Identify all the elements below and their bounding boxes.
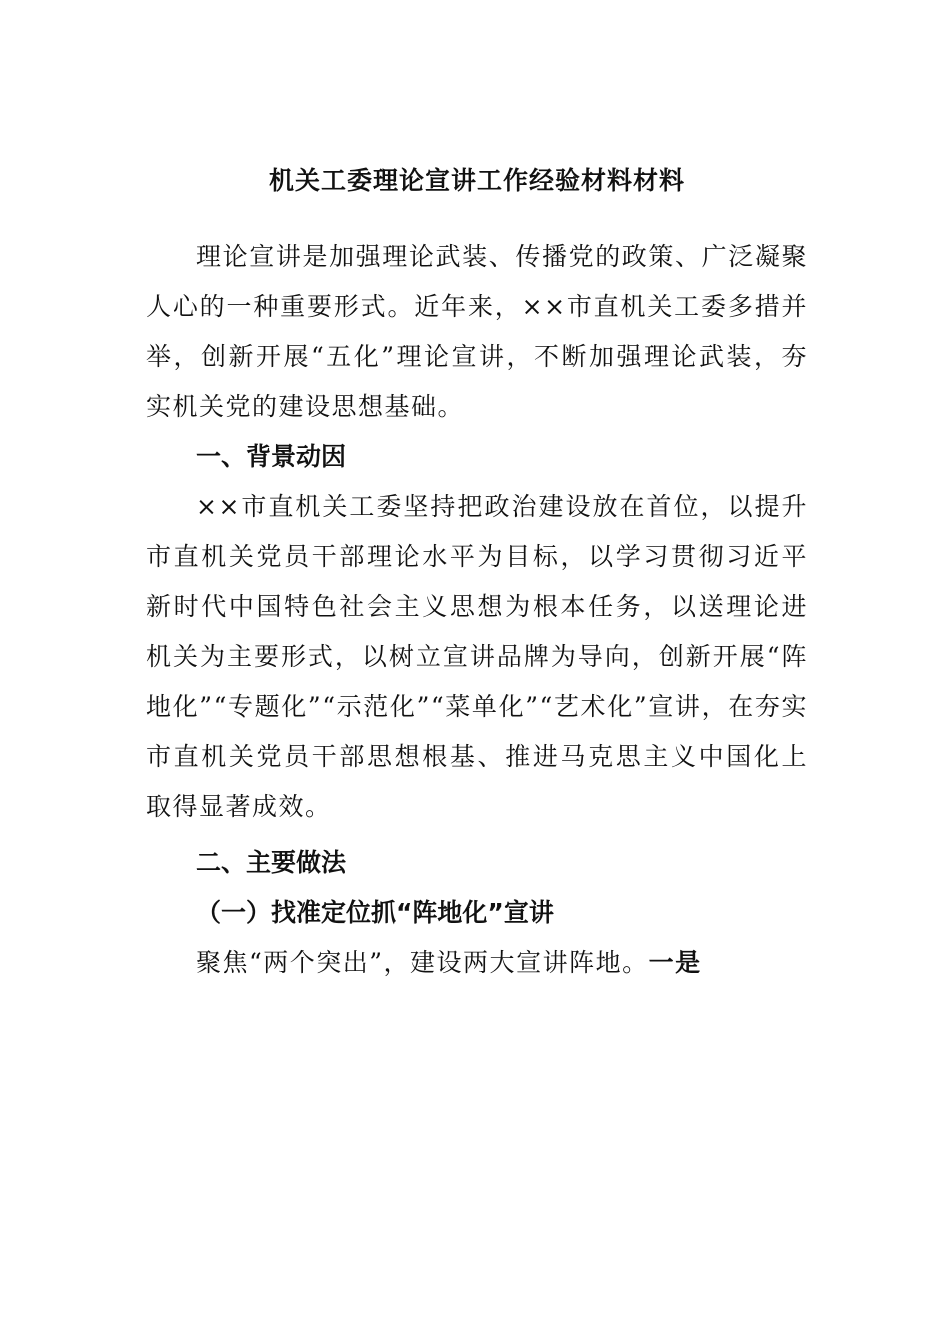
- section-heading-methods: 二、主要做法: [196, 848, 347, 877]
- document-title: 机关工委理论宣讲工作经验材料材料: [268, 166, 685, 195]
- intro-paragraph: 理论宣讲是加强理论武装、传播党的政策、广泛凝聚人心的一种重要形式。近年来，××市直机关工委多措并举，创新开展“五化”理论宣讲，不断加强理论武装，夯实机关党的建设思想基础。: [146, 242, 808, 421]
- positioning-paragraph-text: 聚焦“两个突出”，建设两大宣讲阵地。: [196, 948, 649, 977]
- section-heading-background: 一、背景动因: [196, 442, 347, 471]
- positioning-paragraph: [146, 938, 808, 988]
- subsection-heading-positioning: （一）找准定位抓“阵地化”宣讲: [196, 898, 554, 927]
- background-paragraph: ××市直机关工委坚持把政治建设放在首位，以提升市直机关党员干部理论水平为目标，以学习贯彻习近平新时代中国特色社会主义思想为根本任务，以送理论进机关为主要形式，以树立宣讲品牌为导向，创新开展“阵地化”“专题化”“示范化”“菜单化”“艺术化”宣讲，在夯实市直机关党员干部思想根基、推进马克思主义中国化上取得显著成效。: [146, 492, 808, 821]
- document-content: [146, 156, 808, 988]
- positioning-paragraph-bold: 一是: [648, 948, 702, 977]
